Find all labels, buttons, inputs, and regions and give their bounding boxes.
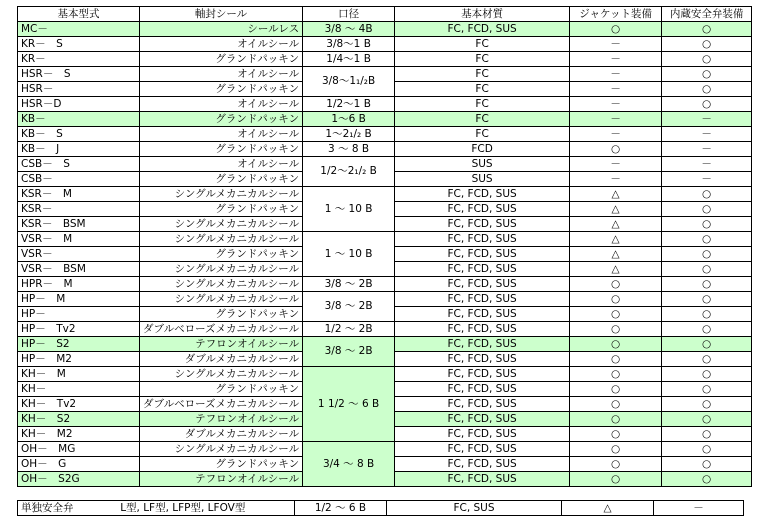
port-cell: 1/2～1 B [303, 97, 395, 112]
material-cell: FC, FCD, SUS [395, 217, 570, 232]
material-cell: FC, FCD, SUS [395, 202, 570, 217]
material-cell: FC, FCD, SUS [395, 457, 570, 472]
jacket-cell: ○ [570, 442, 662, 457]
port-cell: 3/8 ～ 2B [303, 292, 395, 322]
table-row [18, 367, 752, 382]
table-row [18, 322, 752, 337]
port-cell: 3/8 ～ 2B [303, 337, 395, 367]
port-cell: 1 ～ 10 B [303, 232, 395, 277]
seal-cell: テフロンオイルシール [140, 412, 303, 427]
material-cell: FC, FCD, SUS [395, 247, 570, 262]
jacket-cell: － [570, 67, 662, 82]
safety-valve-cell: ○ [662, 262, 752, 277]
model-cell: VSR－ [18, 247, 140, 262]
safety-valve-cell: ○ [662, 307, 752, 322]
jacket-cell: ○ [570, 322, 662, 337]
header-row [18, 7, 752, 22]
model-cell: CSB－ S [18, 157, 140, 172]
port-cell: 3 ～ 8 B [303, 142, 395, 157]
model-cell: HSR－ S [18, 67, 140, 82]
port-cell: 3/8 ～ 4B [303, 22, 395, 37]
table-row [18, 277, 752, 292]
model-cell: KSR－ M [18, 187, 140, 202]
model-cell: HSR－D [18, 97, 140, 112]
header-port: 口径 [303, 7, 395, 22]
jacket-cell: ○ [570, 352, 662, 367]
port-cell: 1～6 B [303, 112, 395, 127]
model-cell: HP－ M [18, 292, 140, 307]
model-cell: KH－ S2 [18, 412, 140, 427]
port-cell: 1 1/2 ～ 6 B [303, 367, 395, 442]
safety-valve-cell: ○ [662, 202, 752, 217]
model-cell: KSR－ BSM [18, 217, 140, 232]
safety-valve-cell: ○ [662, 22, 752, 37]
safety-valve-cell: ○ [662, 292, 752, 307]
material-cell: SUS [395, 172, 570, 187]
model-cell: VSR－ M [18, 232, 140, 247]
jacket-cell: － [570, 172, 662, 187]
seal-cell: シールレス [140, 22, 303, 37]
safety-valve-cell: ○ [662, 367, 752, 382]
header-jacket: ジャケット装備 [570, 7, 662, 22]
seal-cell: ダブルメカニカルシール [140, 427, 303, 442]
material-cell: FC, FCD, SUS [395, 292, 570, 307]
table-row [18, 22, 752, 37]
standalone-model: 単独安全弁 [21, 501, 74, 514]
material-cell: FC [395, 97, 570, 112]
material-cell: FC, FCD, SUS [395, 232, 570, 247]
table-row [18, 442, 752, 457]
standalone-material: FC, SUS [387, 501, 562, 516]
jacket-cell: △ [570, 232, 662, 247]
table-row [18, 142, 752, 157]
jacket-cell: ○ [570, 367, 662, 382]
seal-cell: グランドパッキン [140, 202, 303, 217]
port-cell: 1/4～1 B [303, 52, 395, 67]
table-row [18, 37, 752, 52]
seal-cell: オイルシール [140, 127, 303, 142]
safety-valve-cell: － [662, 157, 752, 172]
standalone-valve-table [17, 500, 744, 516]
jacket-cell: △ [570, 187, 662, 202]
safety-valve-cell: ○ [662, 457, 752, 472]
seal-cell: テフロンオイルシール [140, 472, 303, 487]
seal-cell: ダブルベローズメカニカルシール [140, 397, 303, 412]
standalone-port: 1/2 ～ 6 B [295, 501, 387, 516]
seal-cell: シングルメカニカルシール [140, 292, 303, 307]
material-cell: FC, FCD, SUS [395, 262, 570, 277]
port-cell: 3/8 ～ 2B [303, 277, 395, 292]
table-row [18, 112, 752, 127]
material-cell: FC [395, 37, 570, 52]
model-cell: KH－ Tv2 [18, 397, 140, 412]
model-cell: OH－ MG [18, 442, 140, 457]
safety-valve-cell: ○ [662, 382, 752, 397]
material-cell: FC, FCD, SUS [395, 337, 570, 352]
jacket-cell: ○ [570, 277, 662, 292]
seal-cell: グランドパッキン [140, 172, 303, 187]
safety-valve-cell: ○ [662, 247, 752, 262]
jacket-cell: － [570, 112, 662, 127]
safety-valve-cell: ○ [662, 37, 752, 52]
safety-valve-cell: － [662, 127, 752, 142]
jacket-cell: ○ [570, 382, 662, 397]
material-cell: FC, FCD, SUS [395, 412, 570, 427]
model-cell: OH－ G [18, 457, 140, 472]
model-cell: HP－ Tv2 [18, 322, 140, 337]
jacket-cell: ○ [570, 457, 662, 472]
table-row [18, 67, 752, 82]
jacket-cell: － [570, 97, 662, 112]
port-cell: 3/8～1₁/₂B [303, 67, 395, 97]
material-cell: FC [395, 112, 570, 127]
model-cell: HPR－ M [18, 277, 140, 292]
spec-body [18, 22, 752, 487]
safety-valve-cell: － [662, 172, 752, 187]
table-row [18, 157, 752, 172]
standalone-model-cell [18, 501, 295, 516]
standalone-valve: － [654, 501, 744, 516]
table-row [18, 127, 752, 142]
material-cell: FC [395, 127, 570, 142]
safety-valve-cell: ○ [662, 397, 752, 412]
safety-valve-cell: － [662, 112, 752, 127]
material-cell: FC, FCD, SUS [395, 367, 570, 382]
safety-valve-cell: ○ [662, 277, 752, 292]
seal-cell: グランドパッキン [140, 82, 303, 97]
table-row [18, 97, 752, 112]
safety-valve-cell: － [662, 142, 752, 157]
material-cell: FCD [395, 142, 570, 157]
safety-valve-cell: ○ [662, 442, 752, 457]
model-cell: CSB－ [18, 172, 140, 187]
safety-valve-cell: ○ [662, 97, 752, 112]
model-cell: HP－ M2 [18, 352, 140, 367]
jacket-cell: ○ [570, 142, 662, 157]
seal-cell: ダブルベローズメカニカルシール [140, 322, 303, 337]
seal-cell: シングルメカニカルシール [140, 442, 303, 457]
seal-cell: シングルメカニカルシール [140, 262, 303, 277]
port-cell: 3/8～1 B [303, 37, 395, 52]
model-cell: KB－ [18, 112, 140, 127]
seal-cell: グランドパッキン [140, 247, 303, 262]
header-model: 基本型式 [18, 7, 140, 22]
safety-valve-cell: ○ [662, 322, 752, 337]
table-row [18, 187, 752, 202]
port-cell: 3/4 ～ 8 B [303, 442, 395, 487]
jacket-cell: ○ [570, 472, 662, 487]
model-cell: VSR－ BSM [18, 262, 140, 277]
standalone-jacket: △ [562, 501, 654, 516]
model-cell: HP－ S2 [18, 337, 140, 352]
material-cell: FC, FCD, SUS [395, 442, 570, 457]
seal-cell: グランドパッキン [140, 307, 303, 322]
seal-cell: オイルシール [140, 97, 303, 112]
model-cell: KH－ M [18, 367, 140, 382]
seal-cell: グランドパッキン [140, 382, 303, 397]
material-cell: FC, FCD, SUS [395, 322, 570, 337]
safety-valve-cell: ○ [662, 352, 752, 367]
seal-cell: シングルメカニカルシール [140, 187, 303, 202]
seal-cell: テフロンオイルシール [140, 337, 303, 352]
safety-valve-cell: ○ [662, 232, 752, 247]
jacket-cell: ○ [570, 397, 662, 412]
seal-cell: シングルメカニカルシール [140, 367, 303, 382]
model-cell: KB－ S [18, 127, 140, 142]
jacket-cell: ○ [570, 307, 662, 322]
model-cell: KSR－ [18, 202, 140, 217]
port-cell: 1～2₁/₂ B [303, 127, 395, 142]
safety-valve-cell: ○ [662, 82, 752, 97]
jacket-cell: ○ [570, 337, 662, 352]
material-cell: SUS [395, 157, 570, 172]
material-cell: FC [395, 82, 570, 97]
port-cell: 1/2 ～ 2B [303, 322, 395, 337]
port-cell: 1/2～2₁/₂ B [303, 157, 395, 187]
seal-cell: グランドパッキン [140, 112, 303, 127]
safety-valve-cell: ○ [662, 67, 752, 82]
model-cell: KH－ [18, 382, 140, 397]
safety-valve-cell: ○ [662, 52, 752, 67]
jacket-cell: ○ [570, 292, 662, 307]
jacket-cell: － [570, 82, 662, 97]
model-cell: HSR－ [18, 82, 140, 97]
model-cell: KR－ [18, 52, 140, 67]
jacket-cell: △ [570, 247, 662, 262]
seal-cell: オイルシール [140, 37, 303, 52]
seal-cell: ダブルメカニカルシール [140, 352, 303, 367]
table-row [18, 232, 752, 247]
table-row [18, 292, 752, 307]
seal-cell: オイルシール [140, 67, 303, 82]
material-cell: FC, FCD, SUS [395, 397, 570, 412]
material-cell: FC, FCD, SUS [395, 22, 570, 37]
seal-cell: シングルメカニカルシール [140, 277, 303, 292]
material-cell: FC [395, 67, 570, 82]
jacket-cell: ○ [570, 412, 662, 427]
model-cell: MC－ [18, 22, 140, 37]
safety-valve-cell: ○ [662, 427, 752, 442]
table-row [18, 337, 752, 352]
safety-valve-cell: ○ [662, 217, 752, 232]
seal-cell: シングルメカニカルシール [140, 232, 303, 247]
safety-valve-cell: ○ [662, 187, 752, 202]
material-cell: FC, FCD, SUS [395, 307, 570, 322]
seal-cell: グランドパッキン [140, 457, 303, 472]
seal-cell: オイルシール [140, 157, 303, 172]
material-cell: FC [395, 52, 570, 67]
material-cell: FC, FCD, SUS [395, 352, 570, 367]
standalone-types: L型, LF型, LFP型, LFOV型 [120, 501, 246, 514]
jacket-cell: △ [570, 262, 662, 277]
jacket-cell: ○ [570, 427, 662, 442]
port-cell: 1 ～ 10 B [303, 187, 395, 232]
standalone-row [18, 501, 744, 516]
seal-cell: シングルメカニカルシール [140, 217, 303, 232]
header-material: 基本材質 [395, 7, 570, 22]
material-cell: FC, FCD, SUS [395, 187, 570, 202]
safety-valve-cell: ○ [662, 472, 752, 487]
model-cell: HP－ [18, 307, 140, 322]
jacket-cell: － [570, 37, 662, 52]
jacket-cell: － [570, 157, 662, 172]
jacket-cell: △ [570, 217, 662, 232]
model-cell: KH－ M2 [18, 427, 140, 442]
model-cell: OH－ S2G [18, 472, 140, 487]
seal-cell: グランドパッキン [140, 52, 303, 67]
header-seal: 軸封シール [140, 7, 303, 22]
material-cell: FC, FCD, SUS [395, 427, 570, 442]
safety-valve-cell: ○ [662, 412, 752, 427]
jacket-cell: － [570, 127, 662, 142]
model-cell: KB－ J [18, 142, 140, 157]
pump-spec-table [17, 6, 752, 487]
safety-valve-cell: ○ [662, 337, 752, 352]
model-cell: KR－ S [18, 37, 140, 52]
seal-cell: グランドパッキン [140, 142, 303, 157]
material-cell: FC, FCD, SUS [395, 472, 570, 487]
table-row [18, 52, 752, 67]
material-cell: FC, FCD, SUS [395, 382, 570, 397]
header-safety-valve: 内蔵安全弁装備 [662, 7, 752, 22]
material-cell: FC, FCD, SUS [395, 277, 570, 292]
jacket-cell: － [570, 52, 662, 67]
jacket-cell: △ [570, 202, 662, 217]
jacket-cell: ○ [570, 22, 662, 37]
